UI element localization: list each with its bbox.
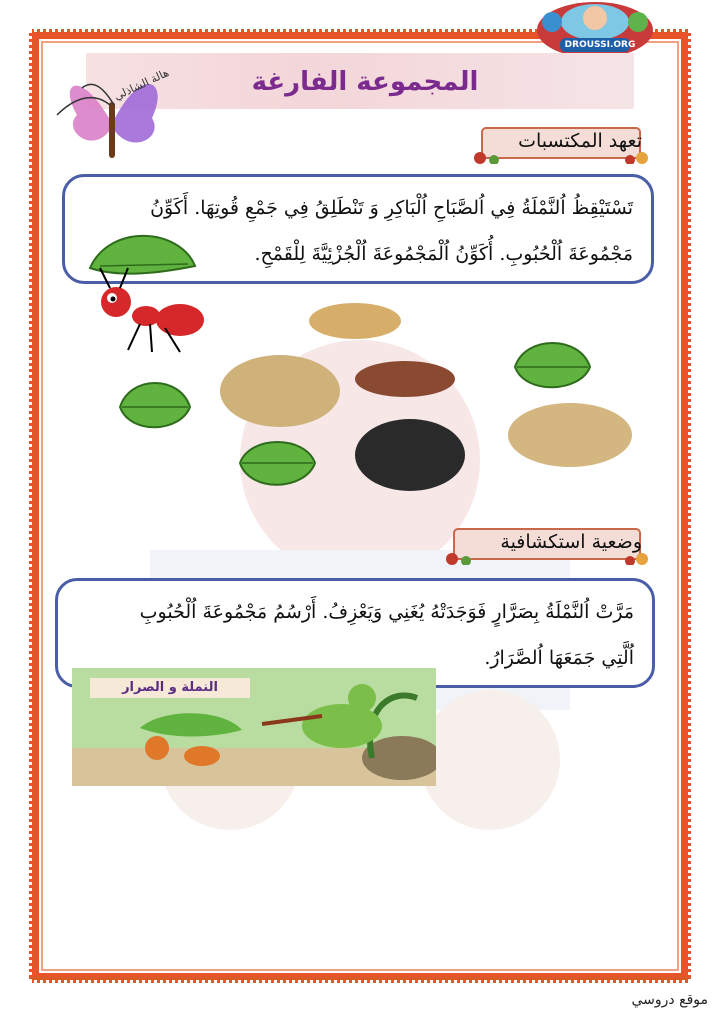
section-heading: تعهد المكتسبات [518, 130, 642, 152]
review-line-1: تَسْتَيْقِظُ اُلنَّمْلَةُ فِي اُلصَّبَاحِ اُلْبَاكِرِ وَ تَنْطَلِقُ فِي جَمْعِ قُوتِهَا. أَكَوِّنُ [150, 197, 633, 219]
droussi-logo [530, 0, 660, 60]
review-line-2: مَجْمُوعَةَ اُلْحُبُوبِ. أُكَوِّنُ اُلْمَجْمُوعَةَ اُلْجُزْئِيَّةَ لِلْقَمْحِ. [254, 243, 633, 265]
leaf-icon-3 [515, 343, 590, 387]
discovery-line-2: اُلَّتِي جَمَعَهَا اُلصَّرَارُ. [484, 647, 634, 669]
grains-illustration [110, 295, 640, 505]
section-header-discovery [444, 525, 650, 565]
story-label: النملة و الصرار [90, 678, 250, 698]
section-heading: وضعية استكشافية [500, 531, 642, 553]
discovery-line-1: مَرَّتْ اُلنَّمْلَةُ بِصَرَّارٍ فَوَجَدَتْهُ يُغَنِي وَيَعْزِفُ. أَرْسُمُ مَجْمُوعَةَ اُلْحُبُوبِ [139, 601, 634, 623]
logo-text: DROUSSI.ORG [564, 40, 636, 50]
leaf-icon-1 [120, 383, 190, 427]
section-header-review [472, 124, 650, 164]
footer-site-name: موقع دروسي [631, 992, 708, 1008]
page-title: المجموعة الفارغة [251, 67, 479, 97]
butterfly-caption: هالة الشاذلي [112, 66, 171, 103]
leaf-icon-2 [240, 442, 315, 485]
